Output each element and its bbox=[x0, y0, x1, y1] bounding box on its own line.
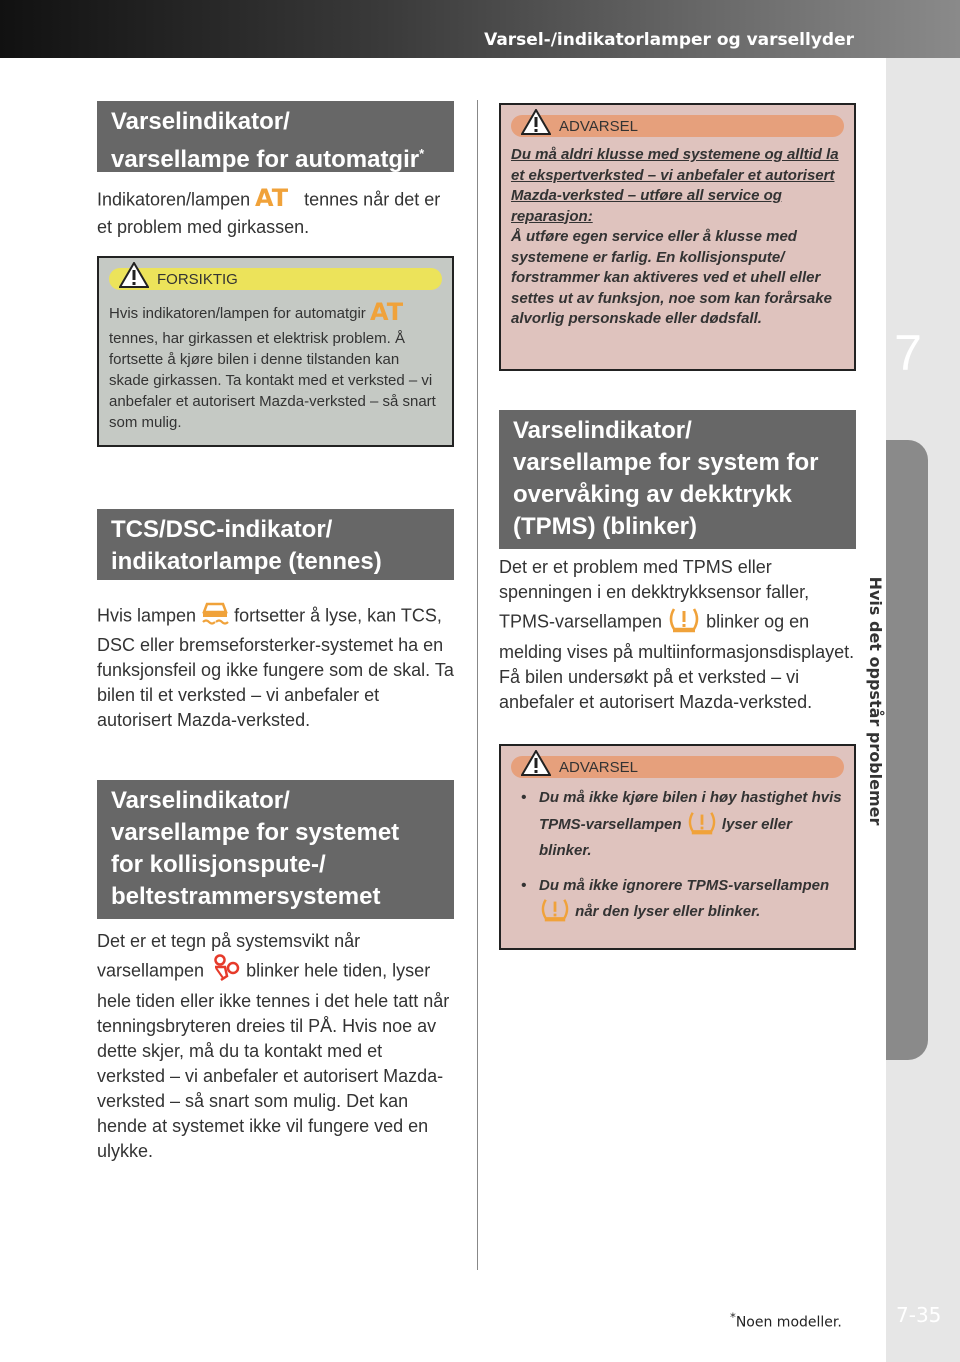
caution-text-part: Hvis indikatoren/lampen for automatgir bbox=[109, 304, 366, 322]
list-item bbox=[511, 788, 844, 862]
heading-line: indikatorlampe (tennes) bbox=[111, 548, 382, 575]
heading-line: beltestrammersystemet bbox=[111, 883, 381, 910]
bullet: • bbox=[521, 789, 527, 806]
paragraph-text: Hvis lampen bbox=[97, 605, 197, 626]
column-divider bbox=[477, 100, 478, 1270]
heading-line: Varselindikator/ bbox=[111, 787, 290, 814]
paragraph-text: Indikatoren/lampen bbox=[97, 189, 251, 210]
section-heading-airbag bbox=[97, 780, 454, 919]
footnote-mark: * bbox=[419, 146, 425, 161]
at-paragraph bbox=[97, 186, 454, 240]
list-item-text: Du må ikke kjøre bilen i høy hastighet hvis TPMS-varsellampen bbox=[539, 789, 842, 833]
heading-text: varsellampe for automatgir bbox=[111, 146, 420, 173]
paragraph-text: fortsetter å lyse, kan TCS, DSC eller bremseforsterker-systemet ha en funksjonsfeil og ikke fungere som de skal. Ta bilen til et verksted – vi anbefaler et autorisert Mazda-verksted. bbox=[97, 605, 454, 730]
warning-box-2-wrap bbox=[499, 744, 856, 950]
list-item-text: lyser eller blinker. bbox=[539, 815, 792, 859]
heading-line: varsellampe for systemet bbox=[111, 819, 400, 846]
warning-list bbox=[511, 788, 844, 929]
chapter-sidebar bbox=[886, 58, 960, 1362]
warning-body-text: Å utføre egen service eller å klusse med systemene er farlig. En kollisjonspute/ forstrammer kan aktiveres ved et uhell eller settes ut av funksjon, noe som kan forårsake alvorlig personskade eller dødsfall. bbox=[511, 228, 832, 327]
footnote bbox=[730, 1310, 842, 1331]
tcs-dsc-icon bbox=[201, 600, 229, 633]
warning-label: ADVARSEL bbox=[559, 117, 638, 135]
warning-box bbox=[499, 744, 856, 950]
paragraph-text: blinker og en melding vises på multiinformasjonsdisplayet. Få bilen undersøkt på et verksted – vi anbefaler et autorisert Mazda-verksted. bbox=[499, 611, 855, 712]
heading-line: for kollisjonspute-/ bbox=[111, 851, 326, 878]
at-icon-label: AT bbox=[369, 300, 404, 322]
tcs-paragraph bbox=[97, 600, 454, 733]
warning-text bbox=[511, 145, 844, 330]
at-icon-label: AT bbox=[255, 186, 289, 208]
section-heading-tcs bbox=[97, 509, 454, 580]
chapter-tab bbox=[886, 440, 928, 1060]
page-number: 7-35 bbox=[896, 1303, 942, 1327]
heading-line: TCS/DSC-indikator/ bbox=[111, 516, 333, 543]
tcs-section bbox=[97, 509, 454, 733]
warning-box bbox=[499, 103, 856, 371]
header-title: Varsel-/indikatorlamper og varsellyder bbox=[484, 30, 854, 50]
warning-triangle-icon bbox=[521, 109, 551, 135]
tpms-icon bbox=[686, 809, 718, 842]
tpms-section bbox=[499, 410, 856, 715]
footnote-text: Noen modeller. bbox=[735, 1314, 842, 1331]
left-column bbox=[97, 101, 454, 447]
chapter-label: Hvis det oppstår problemer bbox=[866, 576, 885, 826]
warning-triangle-icon bbox=[119, 262, 149, 288]
warning-label: ADVARSEL bbox=[559, 758, 638, 776]
warning-box-1-wrap bbox=[499, 103, 856, 371]
airbag-icon bbox=[209, 954, 241, 989]
heading-line: varsellampe for system for bbox=[513, 449, 819, 476]
paragraph-text: tennes når det er et problem med girkassen. bbox=[97, 189, 441, 237]
at-transmission-icon bbox=[370, 300, 416, 328]
paragraph-text: blinker hele tiden, lyser hele tiden eller ikke tennes i det hele tatt når tenningsbryteren dreies til PÅ. Hvis noe av dette skjer, må du ta kontakt med et verksted – vi anbefaler et autorisert Mazda-verksted – så snart som mulig. Det kan hende at systemet ikke vil fungere ved en ulykke. bbox=[97, 960, 450, 1161]
list-item-text: Du må ikke ignorere TPMS-varsellampen bbox=[539, 876, 830, 894]
tpms-paragraph bbox=[499, 555, 856, 715]
chapter-number: 7 bbox=[894, 325, 922, 381]
bullet: • bbox=[521, 876, 527, 894]
warning-underlined-text: Du må aldri klusse med systemene og alltid la et ekspertverksted – vi anbefaler et autorisert Mazda-verksted – utføre all service og reparasjon: bbox=[511, 146, 839, 225]
warning-label-bar bbox=[511, 115, 844, 137]
caution-text bbox=[109, 300, 442, 433]
paragraph-text: Det er et tegn på systemsvikt når varsellampen bbox=[97, 931, 361, 981]
list-item-text: når den lyser eller blinker. bbox=[575, 903, 761, 921]
tpms-icon bbox=[667, 605, 701, 640]
paragraph-text: Det er et problem med TPMS eller spenningen i en dekktrykksensor faller, TPMS-varsellampen bbox=[499, 557, 810, 632]
caution-box bbox=[97, 256, 454, 447]
airbag-section bbox=[97, 780, 454, 1164]
heading-line: (TPMS) (blinker) bbox=[513, 513, 697, 540]
heading-line: Varselindikator/ bbox=[513, 417, 692, 444]
airbag-paragraph bbox=[97, 929, 454, 1164]
footnote-mark: * bbox=[730, 1310, 736, 1324]
heading-line: overvåking av dekktrykk bbox=[513, 481, 792, 508]
warning-label-bar bbox=[511, 756, 844, 778]
heading-line bbox=[111, 138, 440, 176]
list-item bbox=[511, 876, 844, 929]
section-heading-tpms bbox=[499, 410, 856, 549]
tpms-icon bbox=[539, 896, 571, 929]
section-heading-at bbox=[97, 101, 454, 172]
warning-triangle-icon bbox=[521, 750, 551, 776]
caution-label-bar bbox=[109, 268, 442, 290]
at-transmission-icon bbox=[255, 186, 299, 215]
caution-label: FORSIKTIG bbox=[157, 270, 238, 288]
caution-text-part: tennes, har girkassen et elektrisk problem. Å fortsette å kjøre bilen i denne tilstanden kan skade girkassen. Ta kontakt med et verksted – vi anbefaler et autorisert Mazda-verksted – så snart som mulig. bbox=[109, 330, 436, 431]
heading-line: Varselindikator/ bbox=[111, 108, 290, 135]
